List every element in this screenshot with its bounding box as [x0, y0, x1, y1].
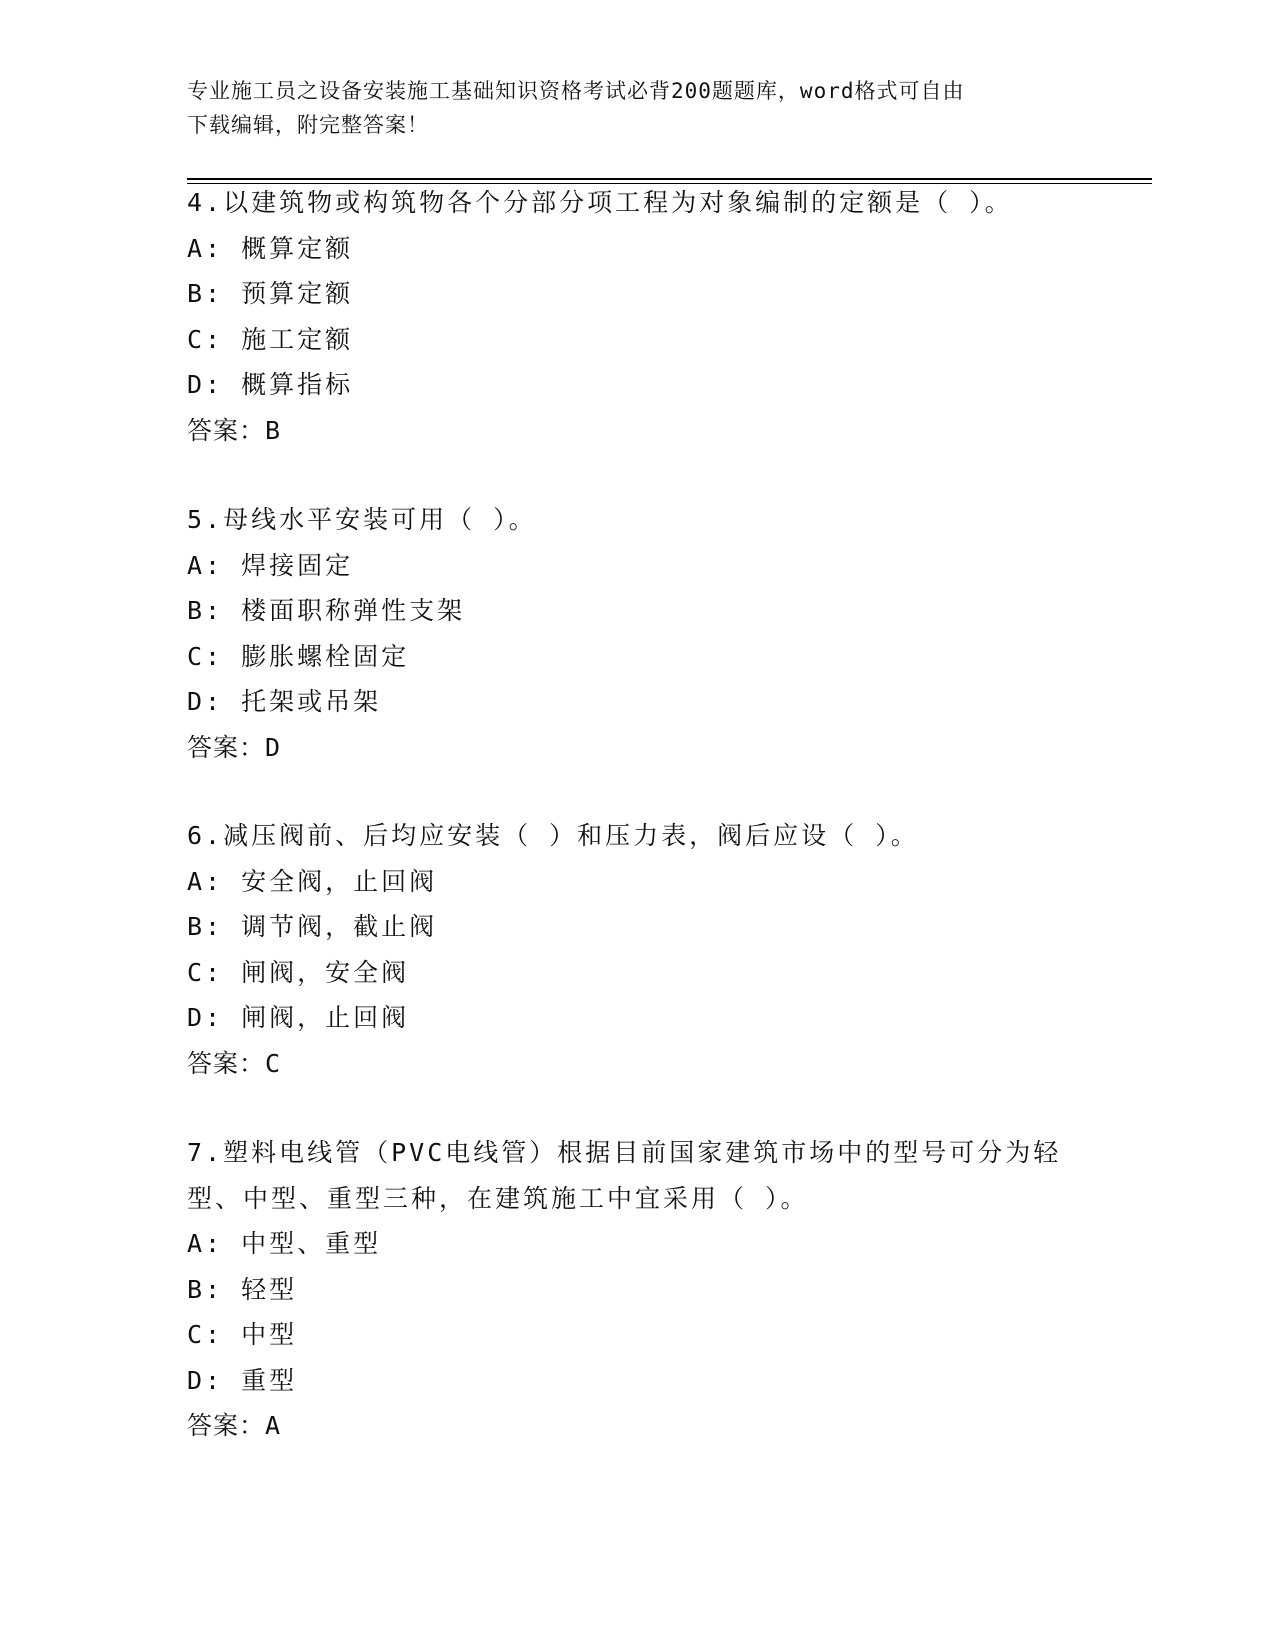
- option-c: C: 闸阀，安全阀: [187, 957, 410, 987]
- question-6: [187, 813, 1107, 1086]
- question-stem: 6.减压阀前、后均应安装（ ）和压力表，阀后应设（ ）。: [187, 821, 919, 850]
- option-c: C: 施工定额: [187, 324, 354, 354]
- header-line-1: 专业施工员之设备安装施工基础知识资格考试必背200题题库，word格式可自由: [187, 79, 965, 103]
- option-b: B: 轻型: [187, 1274, 298, 1304]
- answer-label: 答案：B: [187, 415, 282, 445]
- question-stem: 4.以建筑物或构筑物各个分部分项工程为对象编制的定额是（ ）。: [187, 188, 1013, 217]
- option-c: C: 中型: [187, 1320, 298, 1349]
- option-a: A: 概算定额: [187, 233, 354, 263]
- answer-label: 答案：D: [187, 732, 282, 762]
- question-stem: 5.母线水平安装可用（ ）。: [187, 505, 537, 534]
- answer-label: 答案：A: [187, 1411, 282, 1440]
- option-d: D: 托架或吊架: [187, 687, 382, 716]
- question-stem-line-2: 型、中型、重型三种，在建筑施工中宜采用（ ）。: [187, 1183, 809, 1213]
- option-d: D: 概算指标: [187, 370, 354, 399]
- option-b: B: 调节阀，截止阀: [187, 912, 438, 941]
- option-b: B: 预算定额: [187, 279, 354, 308]
- option-a: A: 中型、重型: [187, 1229, 382, 1258]
- question-5: [187, 497, 1107, 770]
- option-c: C: 膨胀螺栓固定: [187, 641, 410, 671]
- question-7: [187, 1130, 1107, 1449]
- option-d: D: 重型: [187, 1365, 298, 1395]
- question-4: [187, 180, 1107, 453]
- header-line-2: 下载编辑，附完整答案！: [187, 113, 429, 137]
- document-header: [187, 74, 1087, 142]
- option-b: B: 楼面职称弹性支架: [187, 596, 466, 625]
- answer-label: 答案：C: [187, 1048, 282, 1078]
- option-d: D: 闸阀，止回阀: [187, 1003, 410, 1032]
- option-a: A: 焊接固定: [187, 550, 354, 580]
- option-a: A: 安全阀，止回阀: [187, 866, 438, 896]
- question-stem-line-1: 7.塑料电线管（PVC电线管）根据目前国家建筑市场中的型号可分为轻: [187, 1138, 1062, 1167]
